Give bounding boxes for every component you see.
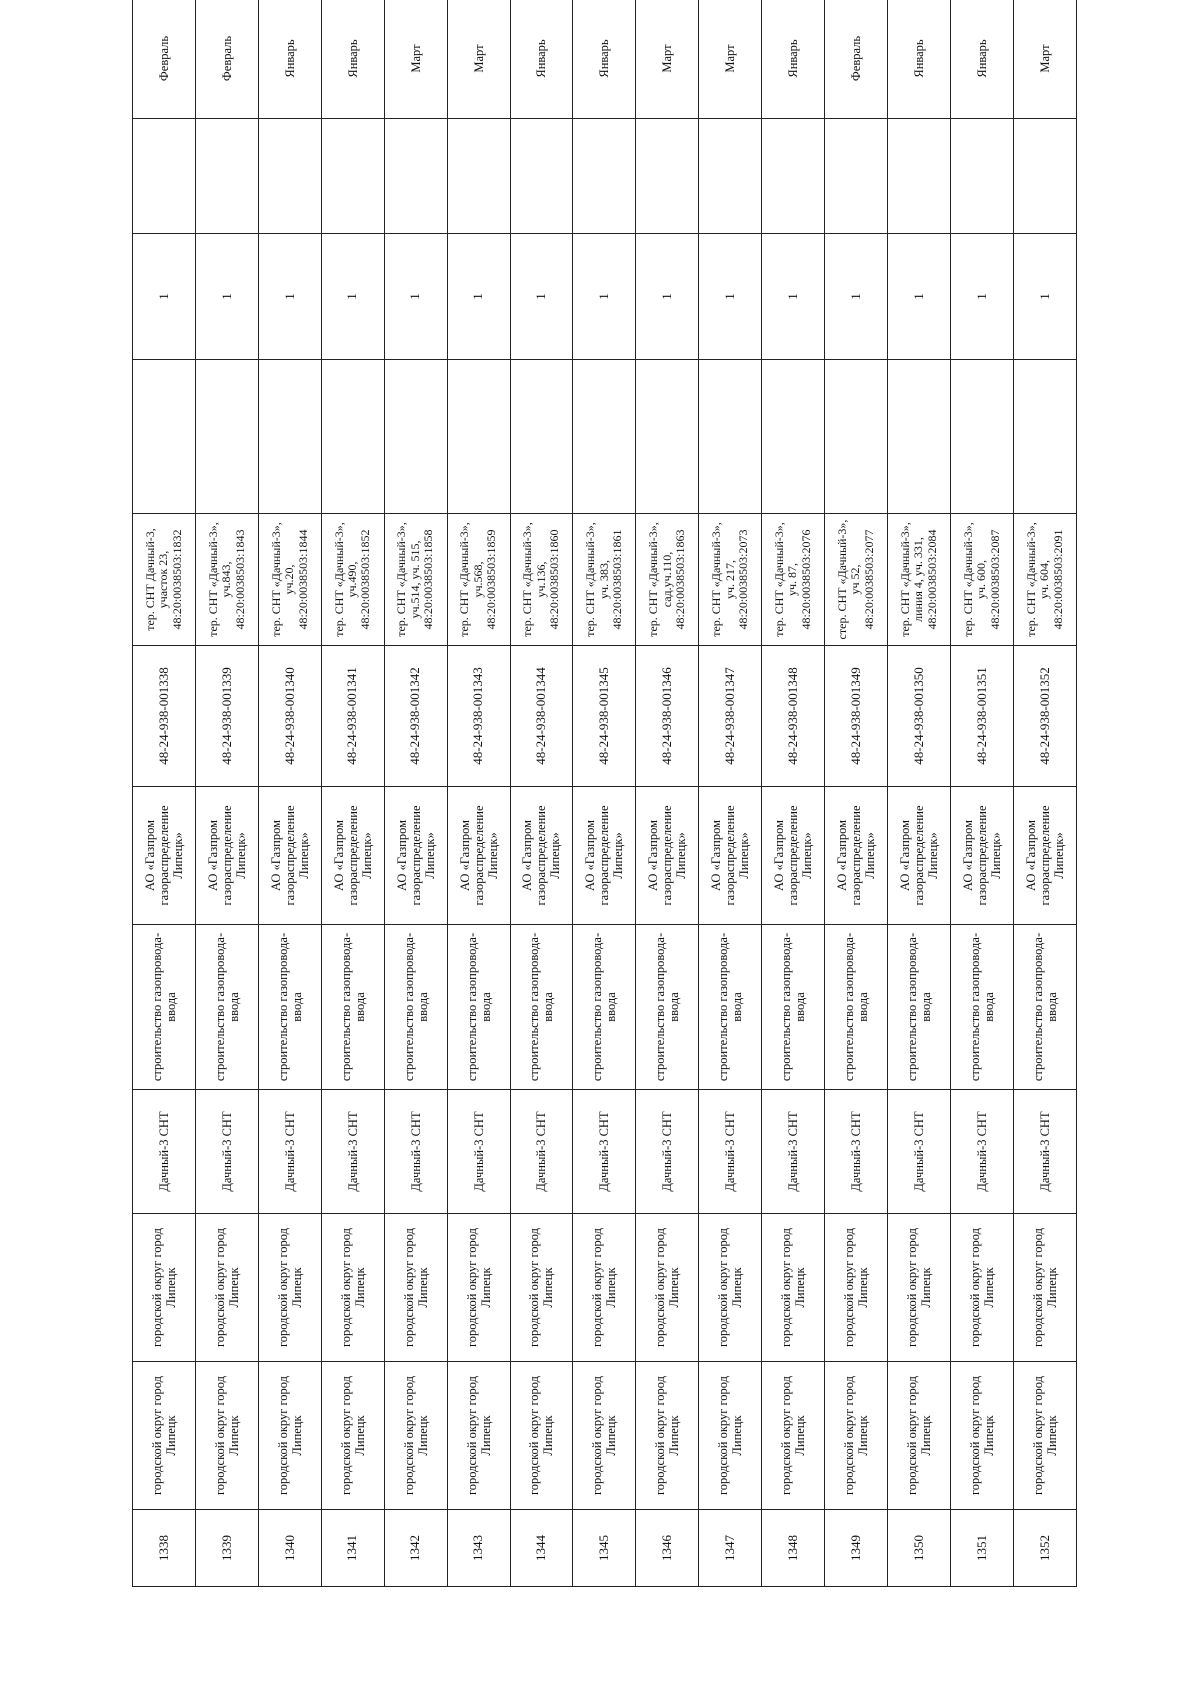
locality-cell: Дачный-3 СНТ xyxy=(825,1090,888,1214)
quantity-cell: 1 xyxy=(195,234,258,360)
empty-cell-b xyxy=(699,119,762,234)
gdo-organization-cell: АО «Газпром газораспределение Липецк» xyxy=(573,787,636,925)
table-row xyxy=(321,0,384,1587)
application-number-cell: 48-24-938-001348 xyxy=(762,646,825,787)
empty-cell-a xyxy=(636,360,699,514)
application-number-cell: 48-24-938-001352 xyxy=(1013,646,1076,787)
table-row xyxy=(133,0,196,1587)
table-row xyxy=(573,0,636,1587)
address-cell: тер. СНТ «Дачный-3», уч.20, 48:20:0038503:1844 xyxy=(258,514,321,646)
application-number-cell: 48-24-938-001346 xyxy=(636,646,699,787)
work-type-cell: строительство газопровода-ввода xyxy=(321,925,384,1090)
row-number-cell: 1349 xyxy=(825,1510,888,1587)
locality-cell: Дачный-3 СНТ xyxy=(636,1090,699,1214)
work-type-cell: строительство газопровода-ввода xyxy=(636,925,699,1090)
empty-cell-a xyxy=(384,360,447,514)
municipal-district-cell: городской округ город Липецк xyxy=(195,1362,258,1510)
work-type-cell: строительство газопровода-ввода xyxy=(950,925,1013,1090)
municipal-district-cell: городской округ город Липецк xyxy=(133,1362,196,1510)
table-row xyxy=(1013,0,1076,1587)
month-cell: Январь xyxy=(258,0,321,119)
locality-cell: Дачный-3 СНТ xyxy=(384,1090,447,1214)
gdo-organization-cell: АО «Газпром газораспределение Липецк» xyxy=(195,787,258,925)
gdo-organization-cell: АО «Газпром газораспределение Липецк» xyxy=(447,787,510,925)
application-number-cell: 48-24-938-001339 xyxy=(195,646,258,787)
row-number-cell: 1347 xyxy=(699,1510,762,1587)
row-number-cell: 1351 xyxy=(950,1510,1013,1587)
work-type-cell: строительство газопровода-ввода xyxy=(573,925,636,1090)
municipal-district-cell: городской округ город Липецк xyxy=(950,1362,1013,1510)
quantity-cell: 1 xyxy=(510,234,573,360)
quantity-cell: 1 xyxy=(636,234,699,360)
address-cell: тер. СНТ «Дачный-3», уч.136, 48:20:0038503:1860 xyxy=(510,514,573,646)
month-cell: Январь xyxy=(573,0,636,119)
empty-cell-a xyxy=(950,360,1013,514)
locality-cell: Дачный-3 СНТ xyxy=(447,1090,510,1214)
row-number-cell: 1344 xyxy=(510,1510,573,1587)
locality-cell: Дачный-3 СНТ xyxy=(950,1090,1013,1214)
municipal-district-cell: городской округ город Липецк xyxy=(321,1362,384,1510)
gdo-organization-cell: АО «Газпром газораспределение Липецк» xyxy=(258,787,321,925)
table-row xyxy=(510,0,573,1587)
quantity-cell: 1 xyxy=(573,234,636,360)
settlement-cell: городской округ город Липецк xyxy=(888,1214,951,1362)
work-type-cell: строительство газопровода-ввода xyxy=(384,925,447,1090)
work-type-cell: строительство газопровода-ввода xyxy=(699,925,762,1090)
municipal-district-cell: городской округ город Липецк xyxy=(888,1362,951,1510)
table-row xyxy=(258,0,321,1587)
municipal-district-cell: городской округ город Липецк xyxy=(447,1362,510,1510)
quantity-cell: 1 xyxy=(384,234,447,360)
row-number-cell: 1340 xyxy=(258,1510,321,1587)
gdo-organization-cell: АО «Газпром газораспределение Липецк» xyxy=(699,787,762,925)
month-cell: Январь xyxy=(950,0,1013,119)
month-cell: Январь xyxy=(510,0,573,119)
address-cell: тер. СНТ «Дачный-3», уч. 87, 48:20:0038503:2076 xyxy=(762,514,825,646)
settlement-cell: городской округ город Липецк xyxy=(950,1214,1013,1362)
empty-cell-b xyxy=(825,119,888,234)
address-cell: тер. СНТ «Дачный-3», уч.490, 48:20:0038503:1852 xyxy=(321,514,384,646)
gdo-organization-cell: АО «Газпром газораспределение Липецк» xyxy=(762,787,825,925)
settlement-cell: городской округ город Липецк xyxy=(447,1214,510,1362)
settlement-cell: городской округ город Липецк xyxy=(699,1214,762,1362)
gdo-organization-cell: АО «Газпром газораспределение Липецк» xyxy=(321,787,384,925)
work-type-cell: строительство газопровода-ввода xyxy=(510,925,573,1090)
municipal-district-cell: городской округ город Липецк xyxy=(825,1362,888,1510)
empty-cell-b xyxy=(573,119,636,234)
settlement-cell: городской округ город Липецк xyxy=(762,1214,825,1362)
empty-cell-a xyxy=(258,360,321,514)
settlement-cell: городской округ город Липецк xyxy=(825,1214,888,1362)
month-cell: Январь xyxy=(762,0,825,119)
application-number-cell: 48-24-938-001343 xyxy=(447,646,510,787)
settlement-cell: городской округ город Липецк xyxy=(258,1214,321,1362)
gdo-organization-cell: АО «Газпром газораспределение Липецк» xyxy=(133,787,196,925)
month-cell: Март xyxy=(1013,0,1076,119)
empty-cell-a xyxy=(510,360,573,514)
settlement-cell: городской округ город Липецк xyxy=(510,1214,573,1362)
settlement-cell: городской округ город Липецк xyxy=(636,1214,699,1362)
empty-cell-a xyxy=(133,360,196,514)
empty-cell-b xyxy=(1013,119,1076,234)
application-number-cell: 48-24-938-001341 xyxy=(321,646,384,787)
application-number-cell: 48-24-938-001345 xyxy=(573,646,636,787)
locality-cell: Дачный-3 СНТ xyxy=(573,1090,636,1214)
work-type-cell: строительство газопровода-ввода xyxy=(825,925,888,1090)
table-row xyxy=(888,0,951,1587)
locality-cell: Дачный-3 СНТ xyxy=(258,1090,321,1214)
month-cell: Март xyxy=(636,0,699,119)
row-number-cell: 1345 xyxy=(573,1510,636,1587)
month-cell: Февраль xyxy=(133,0,196,119)
month-cell: Февраль xyxy=(195,0,258,119)
settlement-cell: городской округ город Липецк xyxy=(1013,1214,1076,1362)
locality-cell: Дачный-3 СНТ xyxy=(1013,1090,1076,1214)
empty-cell-b xyxy=(762,119,825,234)
row-number-cell: 1338 xyxy=(133,1510,196,1587)
gdo-organization-cell: АО «Газпром газораспределение Липецк» xyxy=(510,787,573,925)
application-number-cell: 48-24-938-001347 xyxy=(699,646,762,787)
row-number-cell: 1348 xyxy=(762,1510,825,1587)
month-cell: Январь xyxy=(321,0,384,119)
empty-cell-a xyxy=(447,360,510,514)
table-row xyxy=(762,0,825,1587)
table-row xyxy=(384,0,447,1587)
work-type-cell: строительство газопровода-ввода xyxy=(447,925,510,1090)
quantity-cell: 1 xyxy=(447,234,510,360)
gasification-schedule-table xyxy=(132,0,1077,1587)
month-cell: Март xyxy=(699,0,762,119)
municipal-district-cell: городской округ город Липецк xyxy=(1013,1362,1076,1510)
gdo-organization-cell: АО «Газпром газораспределение Липецк» xyxy=(384,787,447,925)
application-number-cell: 48-24-938-001351 xyxy=(950,646,1013,787)
locality-cell: Дачный-3 СНТ xyxy=(133,1090,196,1214)
settlement-cell: городской округ город Липецк xyxy=(573,1214,636,1362)
empty-cell-a xyxy=(825,360,888,514)
month-cell: Март xyxy=(447,0,510,119)
locality-cell: Дачный-3 СНТ xyxy=(762,1090,825,1214)
application-number-cell: 48-24-938-001344 xyxy=(510,646,573,787)
quantity-cell: 1 xyxy=(321,234,384,360)
municipal-district-cell: городской округ город Липецк xyxy=(510,1362,573,1510)
empty-cell-a xyxy=(762,360,825,514)
quantity-cell: 1 xyxy=(133,234,196,360)
gdo-organization-cell: АО «Газпром газораспределение Липецк» xyxy=(1013,787,1076,925)
row-number-cell: 1343 xyxy=(447,1510,510,1587)
gdo-organization-cell: АО «Газпром газораспределение Липецк» xyxy=(636,787,699,925)
empty-cell-a xyxy=(195,360,258,514)
quantity-cell: 1 xyxy=(699,234,762,360)
empty-cell-b xyxy=(195,119,258,234)
municipal-district-cell: городской округ город Липецк xyxy=(384,1362,447,1510)
quantity-cell: 1 xyxy=(825,234,888,360)
row-number-cell: 1352 xyxy=(1013,1510,1076,1587)
empty-cell-b xyxy=(636,119,699,234)
month-cell: Февраль xyxy=(825,0,888,119)
address-cell: тер. СНТ «Дачный-3», сад.уч.110, 48:20:0038503:1863 xyxy=(636,514,699,646)
empty-cell-b xyxy=(258,119,321,234)
table-row xyxy=(950,0,1013,1587)
application-number-cell: 48-24-938-001338 xyxy=(133,646,196,787)
table-body xyxy=(133,0,1077,1587)
municipal-district-cell: городской округ город Липецк xyxy=(699,1362,762,1510)
empty-cell-b xyxy=(321,119,384,234)
address-cell: тер. СНТ «Дачный-3», уч.514, уч. 515, 48:20:0038503:1858 xyxy=(384,514,447,646)
work-type-cell: строительство газопровода-ввода xyxy=(195,925,258,1090)
row-number-cell: 1346 xyxy=(636,1510,699,1587)
address-cell: тер. СНТ «Дачный-3», уч. 600, 48:20:0038503:2087 xyxy=(950,514,1013,646)
table-row xyxy=(447,0,510,1587)
settlement-cell: городской округ город Липецк xyxy=(133,1214,196,1362)
municipal-district-cell: городской округ город Липецк xyxy=(573,1362,636,1510)
work-type-cell: строительство газопровода-ввода xyxy=(888,925,951,1090)
application-number-cell: 48-24-938-001350 xyxy=(888,646,951,787)
table-row xyxy=(195,0,258,1587)
empty-cell-b xyxy=(888,119,951,234)
work-type-cell: строительство газопровода-ввода xyxy=(133,925,196,1090)
empty-cell-b xyxy=(447,119,510,234)
row-number-cell: 1342 xyxy=(384,1510,447,1587)
quantity-cell: 1 xyxy=(888,234,951,360)
table-row xyxy=(699,0,762,1587)
address-cell: тер. СНТ «Дачный-3», уч. 217, 48:20:0038503:2073 xyxy=(699,514,762,646)
row-number-cell: 1339 xyxy=(195,1510,258,1587)
settlement-cell: городской округ город Липецк xyxy=(384,1214,447,1362)
quantity-cell: 1 xyxy=(1013,234,1076,360)
work-type-cell: строительство газопровода-ввода xyxy=(258,925,321,1090)
address-cell: тер. СНТ «Дачный-3», уч.568, 48:20:0038503:1859 xyxy=(447,514,510,646)
settlement-cell: городской округ город Липецк xyxy=(195,1214,258,1362)
row-number-cell: 1350 xyxy=(888,1510,951,1587)
gdo-organization-cell: АО «Газпром газораспределение Липецк» xyxy=(888,787,951,925)
work-type-cell: строительство газопровода-ввода xyxy=(762,925,825,1090)
municipal-district-cell: городской округ город Липецк xyxy=(258,1362,321,1510)
empty-cell-b xyxy=(950,119,1013,234)
quantity-cell: 1 xyxy=(950,234,1013,360)
month-cell: Январь xyxy=(888,0,951,119)
table-row xyxy=(825,0,888,1587)
empty-cell-b xyxy=(510,119,573,234)
rotated-table-sheet xyxy=(132,35,1077,1587)
empty-cell-b xyxy=(384,119,447,234)
settlement-cell: городской округ город Липецк xyxy=(321,1214,384,1362)
table-row xyxy=(636,0,699,1587)
application-number-cell: 48-24-938-001349 xyxy=(825,646,888,787)
address-cell: тер. СНТ «Дачный-3», уч.843, 48:20:0038503:1843 xyxy=(195,514,258,646)
address-cell: тер. СНТ «Дачный-3», уч. 383, 48:20:0038503:1861 xyxy=(573,514,636,646)
locality-cell: Дачный-3 СНТ xyxy=(699,1090,762,1214)
application-number-cell: 48-24-938-001340 xyxy=(258,646,321,787)
locality-cell: Дачный-3 СНТ xyxy=(888,1090,951,1214)
municipal-district-cell: городской округ город Липецк xyxy=(762,1362,825,1510)
empty-cell-a xyxy=(1013,360,1076,514)
address-cell: тер. СНТ «Дачный-3», уч. 604, 48:20:0038503:2091 xyxy=(1013,514,1076,646)
application-number-cell: 48-24-938-001342 xyxy=(384,646,447,787)
empty-cell-a xyxy=(573,360,636,514)
locality-cell: Дачный-3 СНТ xyxy=(510,1090,573,1214)
locality-cell: Дачный-3 СНТ xyxy=(321,1090,384,1214)
quantity-cell: 1 xyxy=(258,234,321,360)
municipal-district-cell: городской округ город Липецк xyxy=(636,1362,699,1510)
month-cell: Март xyxy=(384,0,447,119)
gdo-organization-cell: АО «Газпром газораспределение Липецк» xyxy=(950,787,1013,925)
address-cell: стер. СНТ «Дачный-3», уч 52, 48:20:0038503:2077 xyxy=(825,514,888,646)
empty-cell-b xyxy=(133,119,196,234)
gdo-organization-cell: АО «Газпром газораспределение Липецк» xyxy=(825,787,888,925)
empty-cell-a xyxy=(699,360,762,514)
address-cell: тер. СНТ Дачный-3, участок 23, 48:20:0038503:1832 xyxy=(133,514,196,646)
empty-cell-a xyxy=(888,360,951,514)
quantity-cell: 1 xyxy=(762,234,825,360)
address-cell: тер. СНТ «Дачный-3», линия 4, уч. 331, 48:20:0038503:2084 xyxy=(888,514,951,646)
locality-cell: Дачный-3 СНТ xyxy=(195,1090,258,1214)
empty-cell-a xyxy=(321,360,384,514)
row-number-cell: 1341 xyxy=(321,1510,384,1587)
work-type-cell: строительство газопровода-ввода xyxy=(1013,925,1076,1090)
